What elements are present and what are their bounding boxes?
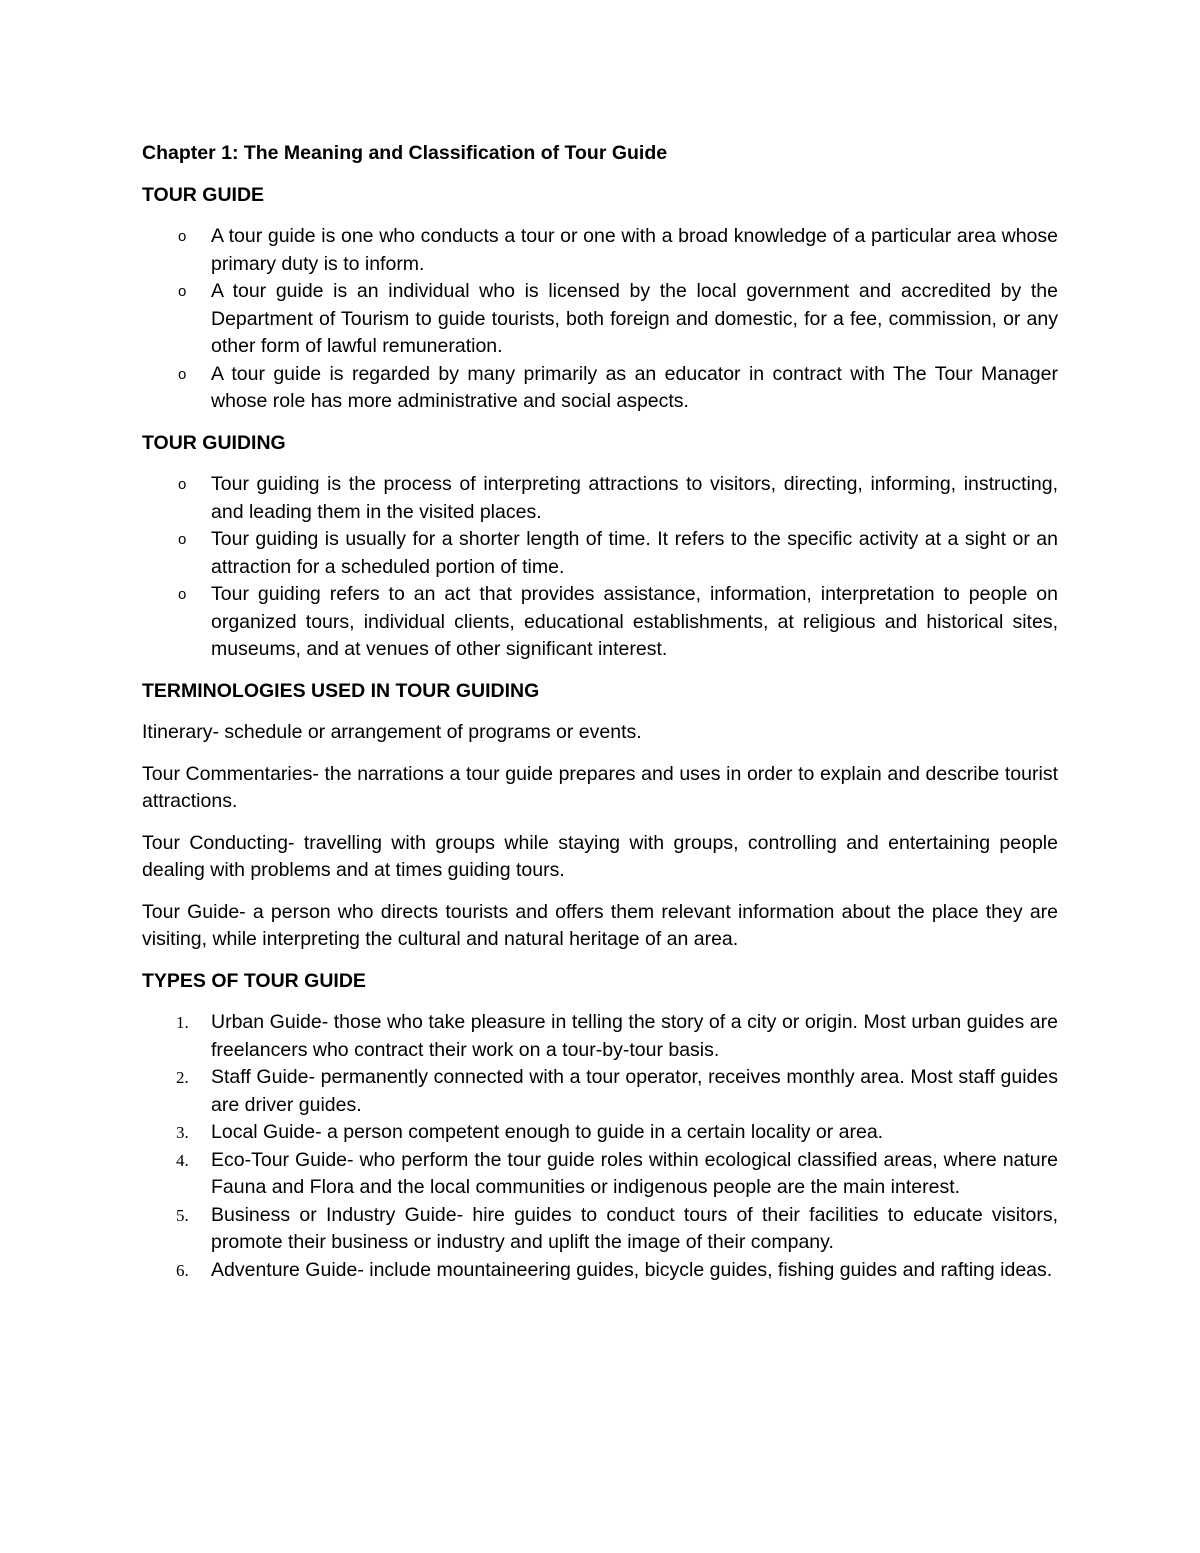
list-item xyxy=(142,1202,1058,1257)
section-heading-types: TYPES OF TOUR GUIDE xyxy=(142,969,366,992)
term-itinerary: Itinerary- schedule or arrangement of programs or events. xyxy=(142,721,642,743)
list-item xyxy=(142,1119,1058,1147)
list-item-text: A tour guide is an individual who is licensed by the local government and accredited by the Department of Tourism to guide tourists, both foreign and domestic, for a fee, commission, or any other form of lawful remuneration. xyxy=(211,280,1058,357)
list-item xyxy=(142,471,1058,526)
bullet-marker: o xyxy=(178,228,187,245)
list-item-text: Business or Industry Guide- hire guides to conduct tours of their facilities to educate visitors, promote their business or industry and uplift the image of their company. xyxy=(211,1203,1058,1253)
list-item-text: Adventure Guide- include mountaineering guides, bicycle guides, fishing guides and rafting ideas. xyxy=(211,1258,1053,1281)
list-item xyxy=(142,1257,1058,1285)
list-item xyxy=(142,1147,1058,1202)
list-item xyxy=(142,278,1058,361)
number-marker: 3. xyxy=(176,1123,189,1142)
list-item-text: A tour guide is regarded by many primarily as an educator in contract with The Tour Manager whose role has more administrative and social aspects. xyxy=(211,362,1058,412)
number-marker: 5. xyxy=(176,1205,189,1225)
list-item-text: Tour guiding is the process of interpreting attractions to visitors, directing, informing, instructing, and leading them in the visited places. xyxy=(211,473,1058,523)
list-item-text: Local Guide- a person competent enough to guide in a certain locality or area. xyxy=(211,1121,884,1143)
bullet-marker: o xyxy=(178,283,187,300)
list-item-text: Urban Guide- those who take pleasure in telling the story of a city or origin. Most urban guides are freelancers who contract their work on a tour-by-tour basis. xyxy=(211,1011,1058,1061)
section-heading-tour-guide: TOUR GUIDE xyxy=(142,183,265,206)
list-item-text: Eco-Tour Guide- who perform the tour guide roles within ecological classified areas, where nature Fauna and Flora and the local communities or indigenous people are the main interest. xyxy=(211,1148,1058,1198)
list-item-text: Tour guiding is usually for a shorter length of time. It refers to the specific activity at a sight or an attraction for a scheduled portion of time. xyxy=(211,528,1058,578)
number-marker: 2. xyxy=(176,1068,189,1087)
list-item xyxy=(142,223,1058,278)
section-heading-tour-guiding: TOUR GUIDING xyxy=(142,431,286,454)
term-tour-conducting: Tour Conducting- travelling with groups while staying with groups, controlling and entertaining people dealing with problems and at times guiding tours. xyxy=(142,831,1058,881)
list-item xyxy=(142,1064,1058,1119)
number-marker: 1. xyxy=(176,1013,189,1032)
bullet-marker: o xyxy=(178,476,187,493)
term-tour-guide: Tour Guide- a person who directs tourists and offers them relevant information about the place they are visiting, while interpreting the cultural and natural heritage of an area. xyxy=(142,900,1058,950)
list-item-text: A tour guide is one who conducts a tour or one with a broad knowledge of a particular area whose primary duty is to inform. xyxy=(211,225,1058,275)
types-list xyxy=(142,1009,1058,1284)
term-tour-commentaries: Tour Commentaries- the narrations a tour guide prepares and uses in order to explain and describe tourist attractions. xyxy=(142,762,1058,812)
list-item xyxy=(142,526,1058,581)
list-item xyxy=(142,581,1058,664)
chapter-title: Chapter 1: The Meaning and Classification of Tour Guide xyxy=(142,142,668,164)
number-marker: 4. xyxy=(176,1150,189,1170)
number-marker: 6. xyxy=(176,1260,189,1280)
bullet-marker: o xyxy=(178,531,187,548)
bullet-marker: o xyxy=(178,365,187,383)
tour-guiding-list xyxy=(142,471,1058,664)
list-item-text: Staff Guide- permanently connected with a tour operator, receives monthly area. Most staff guides are driver guides. xyxy=(211,1066,1058,1116)
list-item xyxy=(142,1009,1058,1064)
section-heading-terminologies: TERMINOLOGIES USED IN TOUR GUIDING xyxy=(142,679,540,702)
list-item xyxy=(142,361,1058,416)
list-item-text: Tour guiding refers to an act that provides assistance, information, interpretation to people on organized tours, individual clients, educational establishments, at religious and historical sites, museums, and at venues of other significant interest. xyxy=(211,583,1058,660)
bullet-marker: o xyxy=(178,586,187,603)
tour-guide-list xyxy=(142,223,1058,416)
